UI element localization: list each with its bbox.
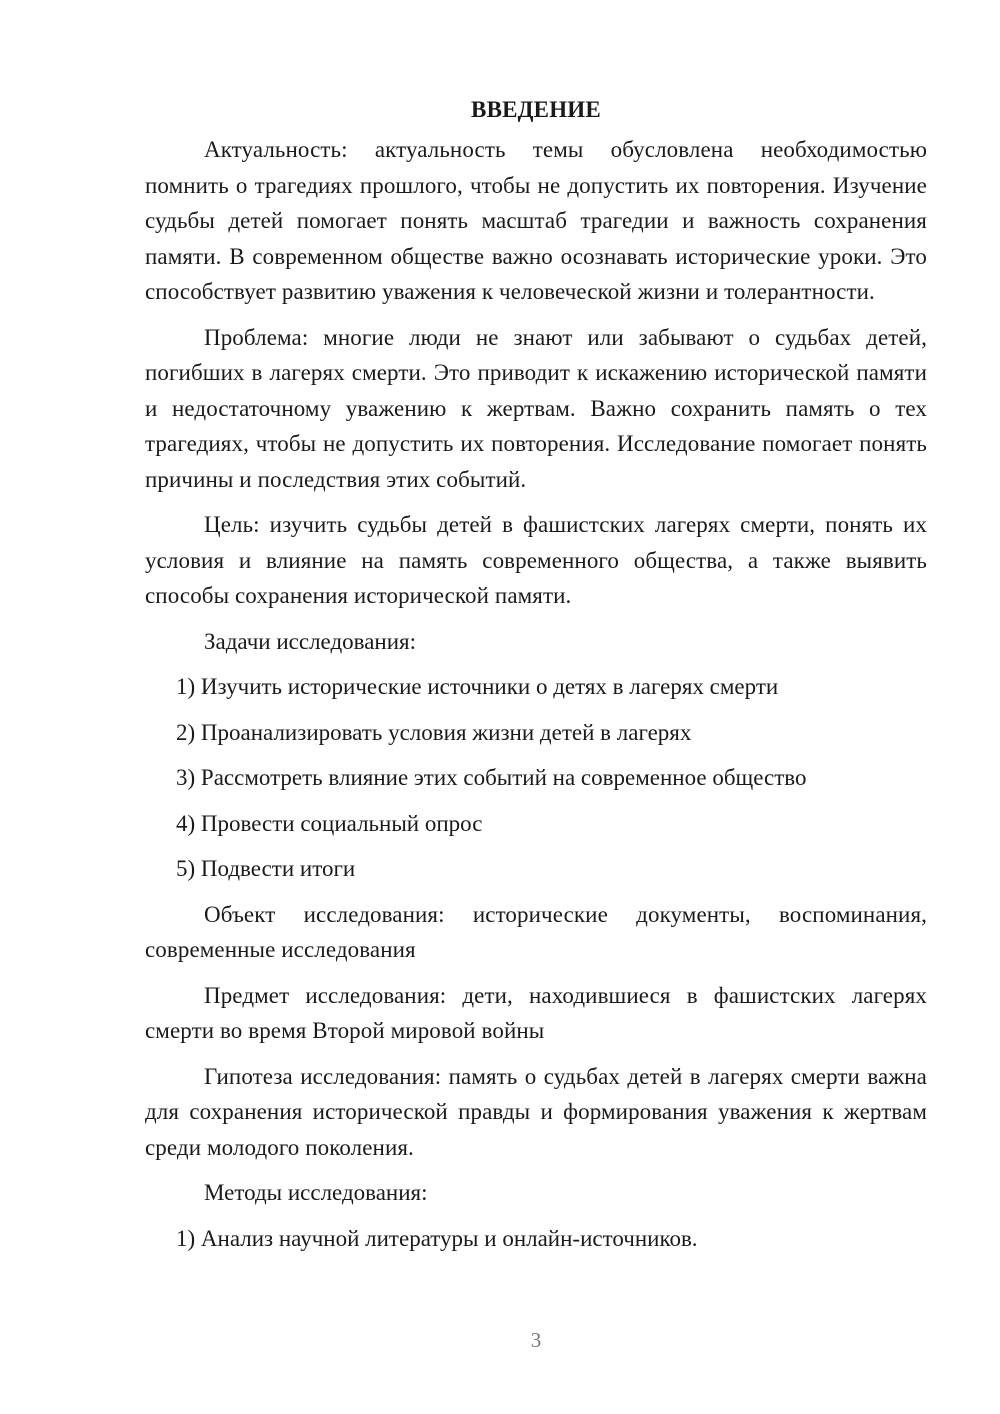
methods-list: [145, 1221, 927, 1257]
paragraph-subject: Предмет исследования: дети, находившиеся в фашистских лагерях смерти во время Второй мировой войны: [145, 982, 927, 1043]
page-title: ВВЕДЕНИЕ: [471, 97, 601, 122]
list-item: 1) Анализ научной литературы и онлайн-источников.: [176, 1225, 698, 1251]
paragraph-relevance: Актуальность: актуальность темы обусловлена необходимостью помнить о трагедиях прошлого, чтобы не допустить их повторения. Изучение судьбы детей помогает понять масштаб трагедии и важность сохранения памяти. В современном обществе важно осознавать исторические уроки. Это способствует развитию уважения к человеческой жизни и толерантности.: [145, 137, 927, 304]
list-item: 5) Подвести итоги: [176, 856, 356, 881]
list-item: 2) Проанализировать условия жизни детей в лагерях: [176, 719, 692, 745]
page-number: 3: [530, 1328, 542, 1352]
paragraph-hypothesis: Гипотеза исследования: память о судьбах детей в лагерях смерти важна для сохранения исторической правды и формирования уважения к жертвам среди молодого поколения.: [145, 1063, 927, 1160]
list-item: 1) Изучить исторические источники о детях в лагерях смерти: [176, 674, 779, 699]
paragraph-object: Объект исследования: исторические документы, воспоминания, современные исследования: [145, 901, 927, 962]
document-page: [145, 92, 927, 1266]
methods-heading: Методы исследования:: [204, 1180, 428, 1205]
list-item: 3) Рассмотреть влияние этих событий на современное общество: [176, 765, 807, 790]
paragraph-problem: Проблема: многие люди не знают или забывают о судьбах детей, погибших в лагерях смерти. Это приводит к искажению исторической памяти и недостаточному уважению к жертвам. Важно сохранить память о тех трагедиях, чтобы не допустить их повторения. Исследование помогает понять причины и последствия этих событий.: [145, 324, 927, 492]
tasks-list: [145, 669, 927, 887]
tasks-heading: Задачи исследования:: [204, 628, 417, 654]
paragraph-goal: Цель: изучить судьбы детей в фашистских лагерях смерти, понять их условия и влияние на память современного общества, а также выявить способы сохранения исторической памяти.: [145, 512, 927, 608]
list-item: 4) Провести социальный опрос: [176, 810, 483, 836]
